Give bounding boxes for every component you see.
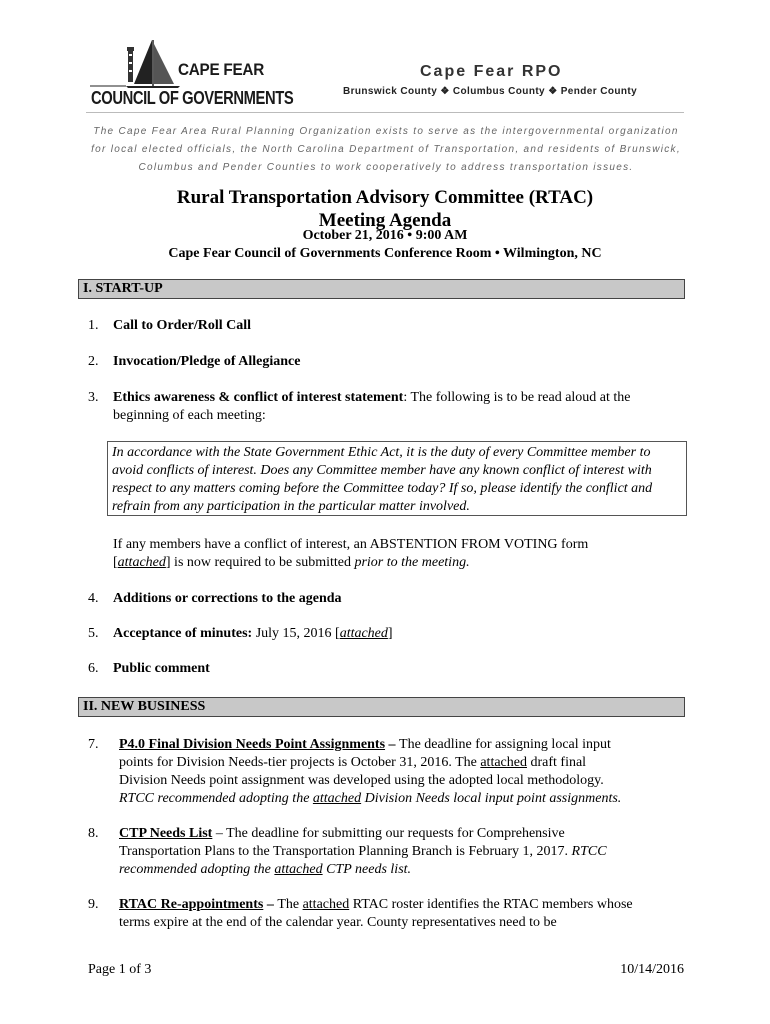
dash: – [263, 897, 278, 912]
abstention-text: ] is now required to be submitted [165, 555, 355, 570]
attached-link[interactable]: attached [312, 791, 362, 806]
item-text: terms expire at the end of the calendar year. County representatives need to be [119, 915, 557, 930]
minutes-attached-link[interactable]: attached [339, 626, 388, 641]
header-divider [86, 112, 684, 113]
agenda-item-8 [88, 825, 688, 879]
section-new-business: II. NEW BUSINESS [78, 697, 685, 717]
item-colon: : [403, 390, 408, 405]
counties-line: Brunswick County ❖ Columbus County ❖ Pender County [343, 86, 638, 97]
item-number: 7. [88, 737, 99, 752]
meeting-date-time: October 21, 2016 • 9:00 AM [302, 228, 468, 243]
agenda-item-4 [88, 590, 342, 608]
item-text: RTAC roster identifies the RTAC members whose [349, 897, 633, 912]
bracket: [ [113, 555, 118, 570]
committee-title: Rural Transportation Advisory Committee (RTAC) [176, 187, 594, 208]
agenda-item-5 [88, 625, 393, 643]
document-date: 10/14/2016 [620, 962, 684, 977]
item-title: Invocation/Pledge of Allegiance [113, 354, 301, 369]
item-number: 6. [88, 661, 99, 676]
agenda-item-9 [88, 896, 688, 932]
abstention-form-link[interactable]: attached [117, 555, 166, 570]
item-text: RTCC recommended adopting the [119, 791, 313, 806]
item-number: 8. [88, 826, 99, 841]
item-number: 2. [88, 354, 99, 369]
item-title[interactable]: CTP Needs List [119, 826, 213, 841]
attached-link[interactable]: attached [302, 897, 350, 912]
item-title[interactable]: P4.0 Final Division Needs Point Assignments [119, 737, 386, 752]
item-text: Division Needs local input point assignments. [361, 791, 622, 806]
item-number: 4. [88, 591, 99, 606]
item-text: The following is to be read aloud at the [407, 390, 631, 405]
item-text: points for Division Needs-tier projects is October 31, 2016. The [119, 755, 481, 770]
rpo-title: Cape Fear RPO [420, 63, 563, 80]
item-number: 9. [88, 897, 99, 912]
dash: – [385, 737, 400, 752]
meeting-location: Cape Fear Council of Governments Conference Room • Wilmington, NC [168, 246, 602, 261]
item-title: Additions or corrections to the agenda [113, 591, 342, 606]
item-text: CTP needs list. [322, 862, 412, 877]
item-title[interactable]: RTAC Re-appointments [119, 897, 264, 912]
item-text-cont: beginning of each meeting: [113, 408, 266, 423]
ethics-statement-box: In accordance with the State Government Ethic Act, it is the duty of every Committee member to avoid conflicts of interest. Does any Committee member have any known conflict of interest with respect to any matters coming before the Committee today? If so, please identify the conflict and refrain from any participation in the particular matter involved. [107, 441, 687, 516]
item-number: 3. [88, 390, 99, 405]
item-text: The [277, 897, 303, 912]
agenda-item-2 [88, 353, 301, 371]
item-number: 5. [88, 626, 99, 641]
logo-text-council: COUNCIL OF GOVERNMENTS [91, 88, 294, 108]
agenda-title: Meeting Agenda [318, 210, 452, 231]
item-text: RTCC [571, 844, 607, 859]
item-text: – The deadline for submitting our requests for Comprehensive [212, 826, 565, 841]
item-title: Call to Order/Roll Call [113, 318, 252, 333]
attached-link[interactable]: attached [274, 862, 323, 877]
bracket: ] [387, 626, 393, 641]
item-title: Acceptance of minutes: [113, 626, 253, 641]
abstention-deadline: prior to the meeting. [354, 555, 470, 570]
item-title: Public comment [113, 661, 210, 676]
cfcog-logo [90, 38, 300, 108]
agenda-item-3 [88, 389, 688, 425]
item-text: draft final [526, 755, 587, 770]
attached-link[interactable]: attached [480, 755, 527, 770]
item-text: The deadline for assigning local input [399, 737, 611, 752]
abstention-line1: If any members have a conflict of interest, an ABSTENTION FROM VOTING form [113, 537, 589, 552]
mission-statement: The Cape Fear Area Rural Planning Organization exists to serve as the intergovernmental organization for local elected officials, the North Carolina Department of Transportation, and residents of Brunswick, Columbus and Pender Counties to work cooperatively to address transportation issues. [91, 126, 681, 173]
item-text: recommended adopting the [119, 862, 275, 877]
section-startup: I. START-UP [78, 279, 685, 299]
item-title: Ethics awareness & conflict of interest statement [113, 390, 404, 405]
item-text: Transportation Plans to the Transportation Planning Branch is February 1, 2017. [119, 844, 572, 859]
sailboat-lighthouse-icon [90, 38, 180, 88]
page-number: Page 1 of 3 [88, 962, 152, 977]
abstention-note [113, 536, 693, 572]
agenda-item-7 [88, 736, 688, 808]
logo-text-cape-fear: CAPE FEAR [178, 60, 264, 79]
item-number: 1. [88, 318, 99, 333]
agenda-item-6 [88, 660, 210, 678]
minutes-date: July 15, 2016 [ [252, 626, 340, 641]
item-text: Division Needs point assignment was developed using the adopted local methodology. [119, 773, 604, 788]
agenda-item-1 [88, 317, 252, 335]
